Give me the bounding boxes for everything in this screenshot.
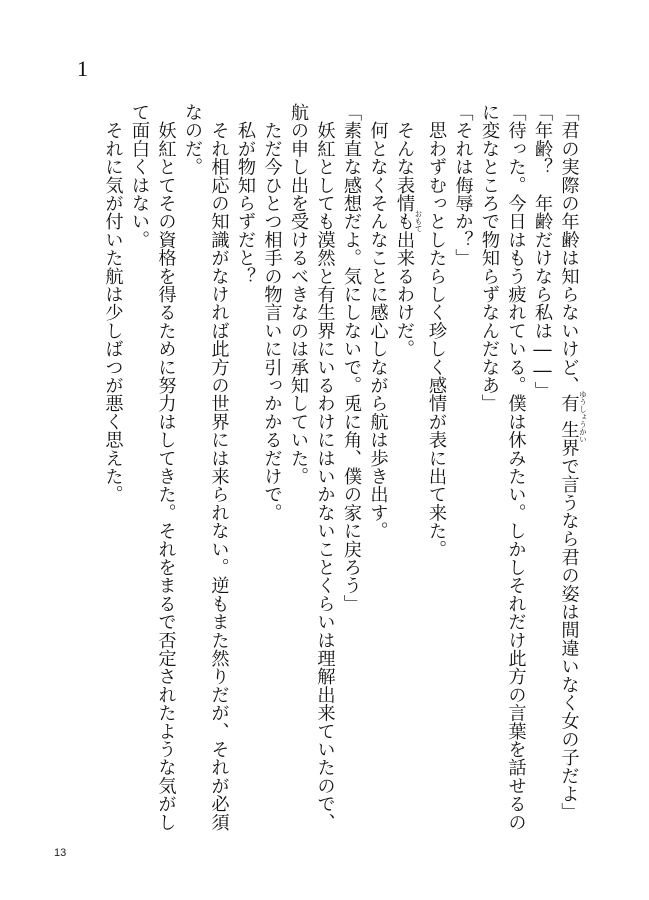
ruby-omote-base: も [394,210,415,233]
ruby-yushokai-reading: ゆうしょうかい [578,390,588,443]
text-line-1-head: 「君の実際の年齢は知らないけど、 [558,103,580,395]
text-line-4: に変なところで物知らずなんだなあ」 [479,103,500,413]
text-line-3: 「待った。今日はもう疲れている。僕は休みたい。しかしそれだけ此方の言葉を話せるの [505,103,527,831]
text-line-14: それ相応の知識がなければ此方の世界には来られない。逆もまた然りだが、それが必須 [208,103,230,831]
text-line-10: 妖紅としても漠然と有生界にいるわけにはいかないことくらいは理解出来ていたので、 [314,103,336,831]
text-line-7-head: そんな表情 [394,103,415,213]
text-line-15: なのだ。 [182,103,203,176]
ruby-omote [394,210,423,233]
ruby-yushokai [558,390,588,443]
vertical-text-body [99,103,588,831]
text-line-5: 「それは侮辱か？」 [452,103,474,267]
chapter-number: 1 [77,56,88,81]
text-line-9: 「素直な感想だよ。気にしないで。兎に角、僕の家に戻ろう」 [341,103,362,613]
text-line-13: 私が物知らずだと？ [235,103,256,285]
text-line-16: 妖紅とてその資格を得るために努力はしてきた。それをまるで否定されたような気がし [155,103,177,831]
ruby-omote-reading: おもて [414,210,423,233]
text-line-1 [555,103,587,823]
page-number: 13 [54,847,67,859]
text-line-6: 思わずむっとしたらしく珍しく感情が表に出て来た。 [426,103,447,558]
ruby-yushokai-base: 有生 [558,390,580,443]
text-line-1-tail: 界で言うなら君の姿は間違いなく女の子だよ」 [558,438,580,821]
text-line-17: て面白くはない。 [129,103,150,249]
text-line-7 [391,103,423,823]
text-line-18: それに気が付いた航は少しばつが悪く思えた。 [102,103,124,504]
text-line-7-tail: 出来るわけだ。 [394,230,415,358]
text-line-12: ただ今ひとつ相手の物言いに引っかかるだけで。 [261,103,283,522]
text-line-2: 「年齢？ 年齢だけなら私は――」 [532,103,553,400]
text-line-11: 航の申し出を受けるべきなのは承知していた。 [288,103,309,486]
text-line-8: 何となくそんなことに感心しながら航は歩き出す。 [367,103,389,540]
